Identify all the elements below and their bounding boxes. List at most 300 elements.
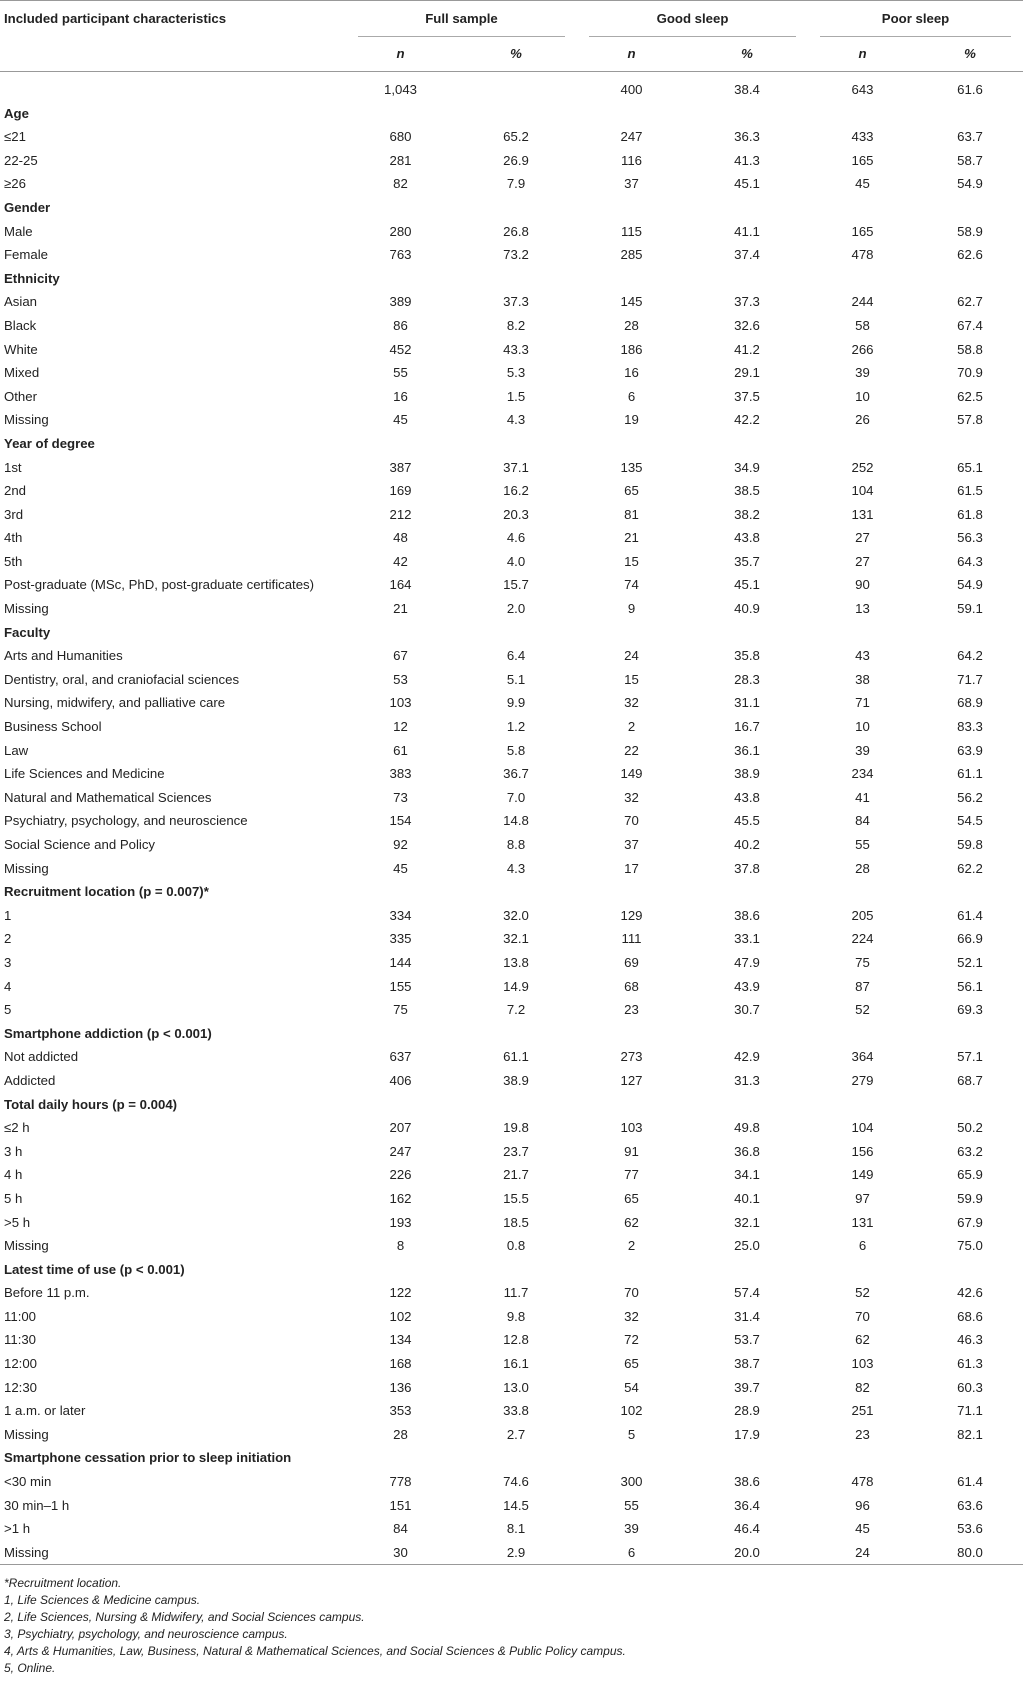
row-label: 4 [4,978,12,994]
cell-full-pct: 1.2 [506,719,526,735]
table-row [0,762,1023,786]
cell-good-pct: 32.6 [734,317,760,333]
cell-good-n: 23 [624,1002,639,1018]
section-heading: Age [4,105,29,121]
cell-full-pct: 12.8 [503,1332,529,1348]
table-row [0,456,1023,480]
cell-good-n: 5 [627,1426,636,1442]
cell-full-pct: 9.9 [506,695,526,711]
cell-full-pct: 7.9 [506,176,526,192]
cell-full-n: 21 [393,601,408,617]
cell-poor-pct: 56.3 [957,530,983,546]
table-row [0,1399,1023,1423]
cell-poor-pct: 67.4 [957,317,983,333]
cell-poor-pct: 68.9 [957,695,983,711]
cell-good-n: 102 [620,1403,643,1419]
cell-poor-n: 156 [851,1143,874,1159]
cell-good-pct: 43.8 [734,789,760,805]
cell-poor-n: 97 [855,1190,870,1206]
cell-good-pct: 36.4 [734,1497,760,1513]
cell-full-pct: 65.2 [503,129,529,145]
cell-good-n: 70 [624,813,639,829]
cell-good-n: 15 [624,553,639,569]
cell-poor-n: 251 [851,1403,874,1419]
cell-poor-n: 71 [855,695,870,711]
cell-good-n: 24 [624,648,639,664]
footnote-line: 1, Life Sciences & Medicine campus. [4,1593,201,1608]
cell-full-pct: 11.7 [503,1285,529,1301]
cell-good-n: 37 [624,176,639,192]
row-label: 4th [4,530,23,546]
cell-good-n: 70 [624,1285,639,1301]
cell-poor-pct: 75.0 [957,1238,983,1254]
row-label: Missing [4,412,49,428]
cell-full-n: 144 [389,954,412,970]
cell-good-pct: 35.7 [734,553,760,569]
cell-full-n: 42 [393,553,408,569]
cell-full-pct: 5.8 [506,742,526,758]
cell-good-n: 55 [624,1497,639,1513]
cell-good-n: 54 [624,1379,639,1395]
header-group-full-text: Full sample [425,11,498,26]
cell-good-pct: 41.2 [734,341,760,357]
cell-poor-n: 24 [808,1541,917,1565]
row-label: Missing [4,1426,49,1442]
cell-full-pct: 32.1 [503,931,529,947]
cell-full-n: 86 [393,317,408,333]
table-row [0,220,1023,244]
section-heading: Smartphone addiction (p < 0.001) [4,1025,212,1041]
cell-good-pct: 38.4 [734,82,760,97]
row-label: <30 min [4,1474,52,1490]
cell-full-pct: 0.8 [506,1238,526,1254]
cell-poor-pct: 62.7 [957,294,983,310]
row-label: Business School [4,719,102,735]
cell-good-pct: 42.9 [734,1049,760,1065]
cell-good-n: 186 [620,341,643,357]
row-label: ≤2 h [4,1120,30,1136]
cell-full-pct: 37.1 [503,459,529,475]
cell-full-n: 164 [389,577,412,593]
cell-good-n: 2 [627,1238,636,1254]
header-n: n [577,37,686,72]
cell-poor-n: 39 [855,742,870,758]
table-row [0,1376,1023,1400]
table-row [0,1116,1023,1140]
cell-poor-n: 27 [855,553,870,569]
row-label: Other [4,388,37,404]
row-label: Missing [4,1238,49,1254]
table-row [0,1541,1023,1565]
cell-poor-pct: 58.9 [957,223,983,239]
cell-full-pct: 4.3 [506,412,526,428]
cell-poor-n: 41 [855,789,870,805]
cell-full-pct: 5.1 [506,671,526,687]
cell-full-pct: 32.0 [503,907,529,923]
cell-full-pct: 2.7 [506,1426,526,1442]
total-row [0,72,1023,102]
cell-good-pct: 38.2 [734,506,760,522]
row-label: Dentistry, oral, and craniofacial sciences [4,671,240,687]
row-label: Social Science and Policy [4,837,156,852]
table-row [0,1470,1023,1494]
row-label: Law [4,742,29,758]
cell-full-pct: 13.0 [503,1379,529,1395]
cell-good-n: 127 [620,1072,643,1088]
cell-poor-pct: 80.0 [917,1541,1023,1565]
cell-full-n: 169 [389,483,412,499]
cell-poor-n: 234 [851,766,874,782]
cell-good-pct: 37.3 [734,294,760,310]
cell-poor-n: 55 [855,837,870,852]
cell-good-pct: 20.0 [686,1541,808,1565]
cell-full-n: 335 [389,931,412,947]
cell-full-n: 763 [389,247,412,263]
section-row [0,880,1023,904]
cell-full-pct: 74.6 [503,1474,529,1490]
cell-full-pct: 33.8 [503,1403,529,1419]
cell-full-pct: 14.5 [503,1497,529,1513]
cell-full-n: 134 [389,1332,412,1348]
cell-full-pct: 8.1 [506,1521,526,1537]
row-label: ≥26 [4,176,26,192]
cell-full-n: 207 [389,1120,412,1136]
row-label: Missing [4,860,49,876]
cell-poor-pct: 54.5 [957,813,983,829]
cell-poor-n: 70 [855,1308,870,1324]
row-label: 11:30 [4,1332,37,1348]
row-label: Black [4,317,37,333]
cell-poor-n: 104 [851,1120,874,1136]
row-label: Before 11 p.m. [4,1285,90,1301]
cell-full-n: 387 [389,459,412,475]
table-row [0,833,1023,857]
cell-poor-pct: 52.1 [957,954,983,970]
table-row [0,1423,1023,1447]
cell-full-pct: 7.0 [506,789,526,805]
cell-full-pct: 61.1 [503,1049,529,1065]
cell-good-n: 81 [624,506,639,522]
cell-full-pct: 15.5 [503,1190,529,1206]
table-header [0,1,1023,72]
cell-full-pct: 6.4 [506,648,526,664]
cell-full-n: 30 [346,1541,455,1565]
footnote-line: *Recruitment location. [4,1576,122,1591]
footnote-line: 3, Psychiatry, psychology, and neuroscience campus. [4,1627,288,1642]
row-label: Mixed [4,365,40,381]
cell-good-pct: 45.1 [734,577,760,593]
table-row [0,739,1023,763]
cell-good-n: 65 [624,483,639,499]
cell-poor-n: 52 [855,1285,870,1301]
cell-poor-pct: 61.5 [957,483,983,499]
cell-poor-pct: 68.6 [957,1308,983,1324]
cell-good-pct: 28.3 [734,671,760,687]
cell-poor-n: 84 [855,813,870,829]
cell-poor-n: 13 [855,601,870,617]
cell-full-pct: 37.3 [503,294,529,310]
cell-good-n: 9 [627,601,636,617]
cell-poor-n: 23 [855,1426,870,1442]
cell-full-n: 151 [389,1497,412,1513]
row-label: Nursing, midwifery, and palliative care [4,695,226,711]
cell-poor-pct: 60.3 [957,1379,983,1395]
row-label: 2 [4,931,12,947]
cell-full-pct: 13.8 [503,954,529,970]
cell-poor-n: 165 [851,152,874,168]
cell-full-n: 383 [389,766,412,782]
cell-poor-n: 62 [855,1332,870,1348]
cell-good-pct: 34.9 [734,459,760,475]
cell-poor-n: 45 [855,176,870,192]
cell-poor-n: 28 [855,860,870,876]
table-row [0,172,1023,196]
cell-full-pct: 8.8 [506,837,526,852]
cell-good-pct: 38.6 [734,907,760,923]
cell-full-pct [455,72,577,102]
cell-full-pct: 9.8 [506,1308,526,1324]
cell-good-pct: 34.1 [734,1167,760,1183]
cell-poor-n: 75 [855,954,870,970]
cell-good-n: 247 [620,129,643,145]
cell-full-pct: 4.3 [506,860,526,876]
cell-full-pct: 23.7 [503,1143,529,1159]
section-row [0,1446,1023,1470]
row-label: 11:00 [4,1308,37,1324]
table-row [0,408,1023,432]
cell-good-n: 37 [624,837,639,852]
cell-good-pct: 36.8 [734,1143,760,1159]
cell-poor-pct: 65.9 [957,1167,983,1183]
cell-full-n: 122 [389,1285,412,1301]
cell-good-n: 116 [620,152,643,168]
header-rule [820,36,1011,37]
row-label: Addicted [4,1072,56,1088]
cell-poor-n: 39 [855,365,870,381]
row-label: 3 h [4,1143,23,1159]
cell-poor-n: 38 [855,671,870,687]
cell-full-n: 247 [389,1143,412,1159]
cell-full-pct: 14.8 [503,813,529,829]
cell-good-n: 69 [624,954,639,970]
cell-full-pct: 1.5 [506,388,526,404]
row-label: 5th [4,553,23,569]
cell-poor-pct: 65.1 [957,459,983,475]
cell-poor-pct: 50.2 [957,1120,983,1136]
cell-poor-pct: 58.7 [957,152,983,168]
cell-poor-pct: 61.3 [957,1356,983,1372]
cell-good-n: 65 [624,1190,639,1206]
cell-good-n: 129 [620,907,643,923]
cell-good-pct: 40.1 [734,1190,760,1206]
cell-poor-n: 252 [851,459,874,475]
cell-good-n: 72 [624,1332,639,1348]
cell-poor-pct: 61.1 [957,766,983,782]
cell-full-pct: 26.9 [503,152,529,168]
cell-full-pct: 38.9 [503,1072,529,1088]
cell-good-pct: 37.8 [734,860,760,876]
cell-good-n: 115 [620,223,643,239]
table-row [0,1140,1023,1164]
table-row [0,550,1023,574]
cell-full-pct: 20.3 [503,506,529,522]
cell-poor-pct: 63.6 [957,1497,983,1513]
section-heading: Recruitment location (p = 0.007)* [4,884,209,900]
cell-full-n: 102 [389,1308,412,1324]
cell-poor-pct: 69.3 [957,1002,983,1018]
row-label: Arts and Humanities [4,648,123,664]
cell-full-n: 53 [393,671,408,687]
cell-poor-n: 103 [851,1356,874,1372]
cell-full-n: 45 [393,860,408,876]
table-row [0,904,1023,928]
table-row [0,668,1023,692]
cell-poor-n: 478 [851,247,874,263]
header-empty [0,37,346,72]
cell-poor-n: 10 [855,719,870,735]
cell-poor-pct: 57.8 [957,412,983,428]
header-label: Included participant characteristics [0,1,346,38]
cell-good-pct: 25.0 [734,1238,760,1254]
section-row [0,102,1023,126]
cell-full-pct: 43.3 [503,341,529,357]
cell-full-pct: 26.8 [503,223,529,239]
cell-full-n: 280 [389,223,412,239]
row-label: 3rd [4,506,24,522]
table-row [0,951,1023,975]
cell-good-pct: 40.9 [734,601,760,617]
table-row [0,597,1023,621]
cell-full-n: 67 [393,648,408,664]
cell-poor-n: 58 [855,317,870,333]
section-heading: Ethnicity [4,270,60,286]
cell-full-n: 193 [389,1214,412,1230]
cell-good-pct: 45.5 [734,813,760,829]
table-row [0,1234,1023,1258]
section-row [0,1258,1023,1282]
cell-poor-n: 87 [855,978,870,994]
table-row [0,1494,1023,1518]
cell-poor-n: 6 [858,1238,867,1254]
cell-full-n: 73 [393,789,408,805]
cell-full-n: 212 [389,506,412,522]
cell-full-n: 334 [389,907,412,923]
cell-full-n: 136 [389,1379,412,1395]
header-pct: % [917,37,1023,72]
cell-good-n: 68 [624,978,639,994]
cell-good-pct: 38.9 [734,766,760,782]
cell-poor-pct: 61.4 [957,907,983,923]
cell-poor-pct: 53.6 [957,1521,983,1537]
table-row [0,243,1023,267]
section-row [0,1022,1023,1046]
table-row [0,786,1023,810]
cell-poor-n: 26 [855,412,870,428]
cell-good-n: 19 [624,412,639,428]
cell-poor-pct: 58.8 [957,341,983,357]
cell-poor-pct: 61.8 [957,506,983,522]
cell-good-n: 15 [624,671,639,687]
cell-good-pct: 30.7 [734,1002,760,1018]
cell-good-pct: 40.2 [734,837,760,852]
cell-good-n: 32 [624,789,639,805]
cell-good-n: 135 [620,459,643,475]
cell-good-pct: 41.3 [734,152,760,168]
cell-poor-pct: 62.2 [957,860,983,876]
cell-full-n: 48 [393,530,408,546]
row-label: Missing [0,1541,346,1565]
cell-poor-pct: 63.2 [957,1143,983,1159]
cell-good-n: 17 [624,860,639,876]
cell-full-n: 12 [393,719,408,735]
cell-poor-pct: 54.9 [957,176,983,192]
section-heading: Smartphone cessation prior to sleep initiation [4,1450,292,1466]
cell-poor-pct: 70.9 [957,365,983,381]
cell-poor-n: 43 [855,648,870,664]
cell-good-n: 74 [624,577,639,593]
table-row [0,975,1023,999]
cell-full-n: 353 [389,1403,412,1419]
row-label: 30 min–1 h [4,1497,70,1513]
cell-poor-pct: 67.9 [957,1214,983,1230]
cell-good-n: 111 [621,931,642,947]
table-row [0,644,1023,668]
cell-good-n: 300 [620,1474,643,1490]
cell-full-n: 55 [393,365,408,381]
table-footnotes [0,1565,1024,1677]
cell-full-n: 82 [393,176,408,192]
cell-good-pct: 17.9 [734,1426,760,1442]
cell-full-n: 84 [393,1521,408,1537]
header-n: n [346,37,455,72]
cell-good-n: 2 [627,719,636,735]
cell-poor-pct: 57.1 [957,1049,983,1065]
row-label: 22-25 [4,152,38,168]
section-row [0,1093,1023,1117]
row-label: 12:00 [4,1356,38,1372]
cell-full-n: 406 [389,1072,412,1088]
cell-full-pct: 15.7 [503,577,529,593]
cell-poor-pct: 61.6 [957,82,983,97]
cell-good-n: 145 [620,294,643,310]
cell-good-pct: 32.1 [734,1214,760,1230]
cell-good-pct: 37.5 [734,388,760,404]
cell-good-pct: 42.2 [734,412,760,428]
cell-poor-n: 82 [855,1379,870,1395]
table-row [0,1045,1023,1069]
cell-good-pct: 35.8 [734,648,760,664]
cell-good-pct: 38.6 [734,1474,760,1490]
table-row [0,927,1023,951]
cell-full-n: 778 [389,1474,412,1490]
cell-good-pct: 16.7 [734,719,760,735]
row-label: Post-graduate (MSc, PhD, post-graduate certificates) [4,577,315,593]
table-row [0,1163,1023,1187]
cell-full-pct: 5.3 [506,365,526,381]
cell-poor-n: 96 [855,1497,870,1513]
cell-poor-pct: 82.1 [957,1426,983,1442]
header-rule [358,36,565,37]
cell-poor-pct: 64.2 [957,648,983,664]
footnote-line: 4, Arts & Humanities, Law, Business, Natural & Mathematical Sciences, and Social Sciences & Public Policy campus. [4,1644,626,1659]
cell-full-pct: 36.7 [503,766,529,782]
cell-good-pct: 53.7 [734,1332,760,1348]
row-label: Asian [4,294,37,310]
cell-full-pct: 4.6 [506,530,526,546]
cell-full-pct: 2.9 [455,1541,577,1565]
header-pct: % [455,37,577,72]
cell-full-n: 45 [393,412,408,428]
